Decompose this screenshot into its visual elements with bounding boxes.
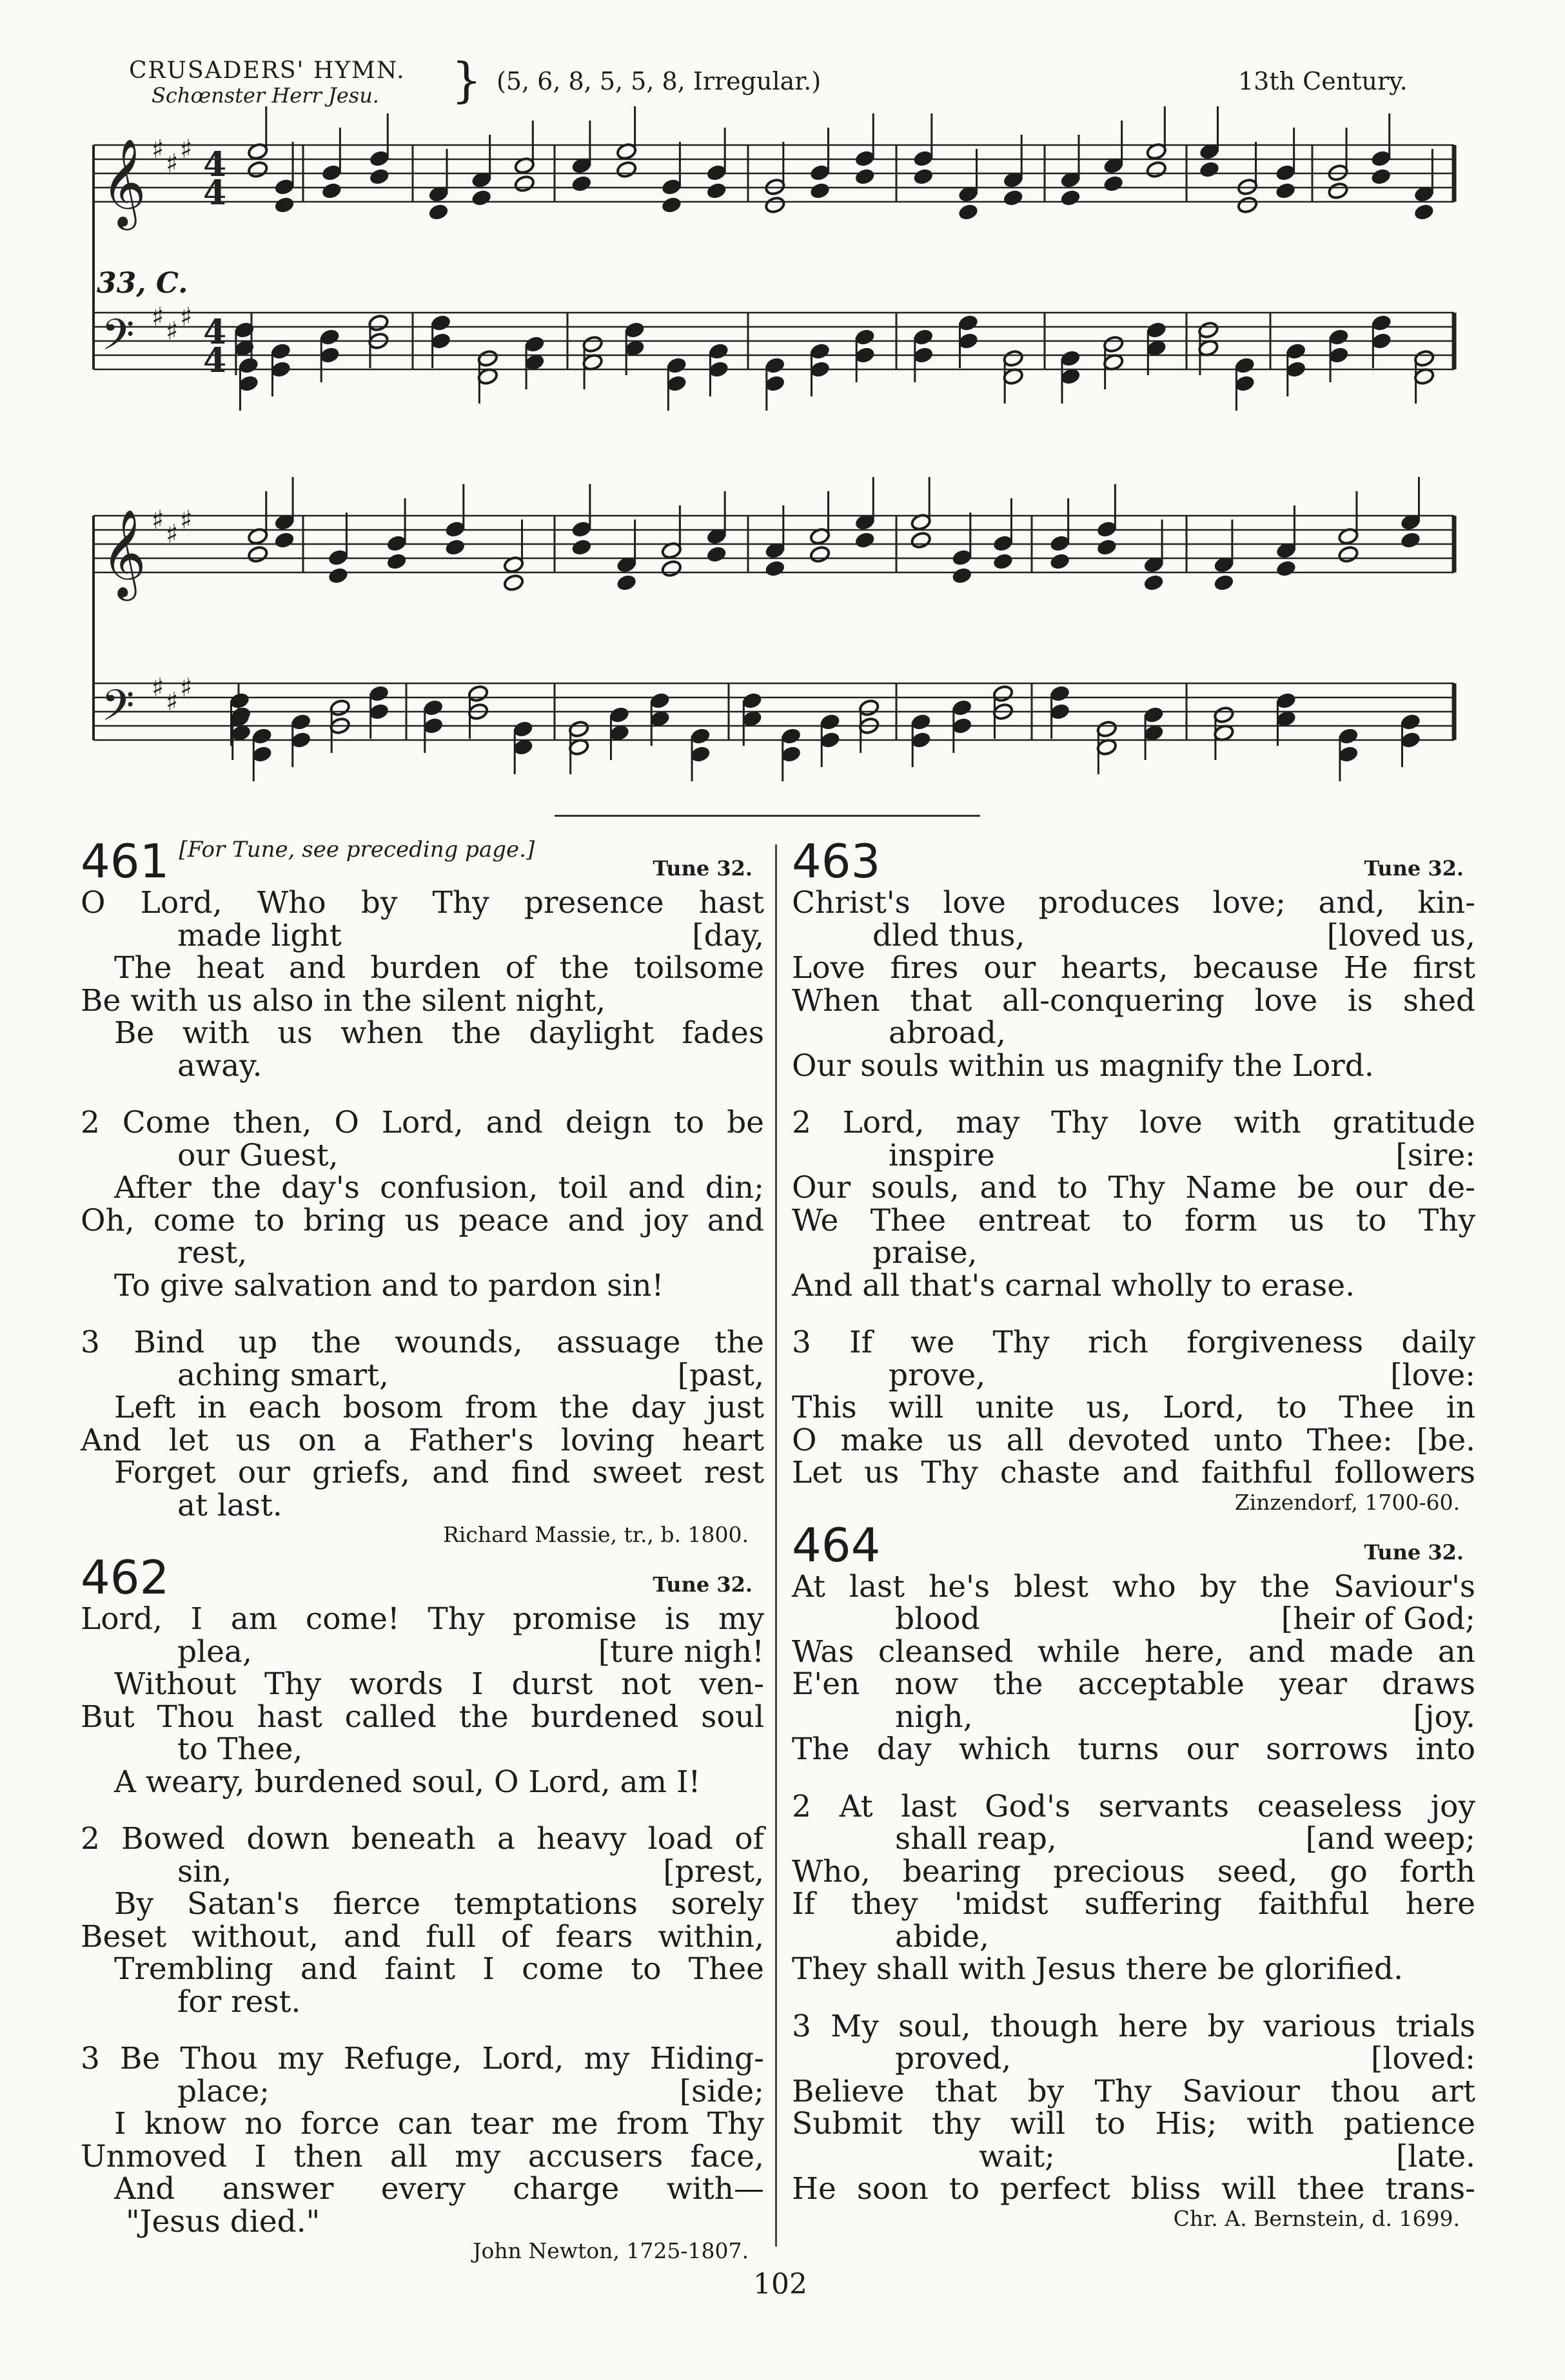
hymn-line: I know no force can tear me from Thy bbox=[114, 2106, 764, 2141]
note-head bbox=[951, 567, 972, 585]
hymn-line: Be with us also in the silent night, bbox=[81, 982, 606, 1019]
note-head bbox=[616, 161, 637, 179]
hymn-author: John Newton, 1725-1807. bbox=[473, 2238, 749, 2263]
time-signature-top: 4 bbox=[203, 313, 227, 352]
hymn-line: O Lord, Who by Thy presence hast bbox=[81, 885, 764, 921]
hymn-line: plea, [ture nigh! bbox=[177, 1634, 764, 1670]
tune-reference: Tune 32. bbox=[653, 1572, 753, 1597]
hymn-author: Richard Massie, tr., b. 1800. bbox=[442, 1522, 749, 1547]
sharp-sign: ♯ bbox=[180, 673, 193, 703]
note-head bbox=[503, 574, 524, 592]
note-head bbox=[661, 560, 682, 578]
hymn-line: A weary, burdened soul, O Lord, am I! bbox=[114, 1764, 701, 1800]
bass-clef: 𝄢 bbox=[101, 681, 135, 741]
note-head bbox=[247, 161, 268, 179]
hymn-author: Chr. A. Bernstein, d. 1699. bbox=[1173, 2205, 1460, 2231]
hymn-line: wait; [late. bbox=[979, 2138, 1475, 2174]
time-signature-top: 4 bbox=[203, 145, 227, 184]
hymn-number: 464 bbox=[792, 1517, 881, 1571]
hymn-line: By Satan's fierce temptations sorely bbox=[114, 1886, 764, 1922]
hymn-line: abroad, bbox=[889, 1015, 1006, 1051]
hymn-line: at last. bbox=[177, 1487, 282, 1523]
hymn-line: 2 Lord, may Thy love with gratitude bbox=[792, 1105, 1475, 1140]
note-head bbox=[854, 531, 876, 549]
note-head bbox=[444, 538, 466, 556]
note-head bbox=[910, 531, 932, 549]
hymn-line: to Thee, bbox=[177, 1731, 303, 1767]
note-head bbox=[1146, 161, 1167, 179]
note-head bbox=[809, 182, 831, 200]
hymn-line: 2 Bowed down beneath a heavy load of bbox=[81, 1821, 764, 1857]
note-head bbox=[1275, 560, 1297, 578]
hymn-464 bbox=[792, 1516, 1475, 2232]
note-head bbox=[1237, 196, 1258, 214]
hymn-line: If they 'midst suffering faithful here bbox=[792, 1886, 1475, 1922]
hymn-line: Who, bearing precious seed, go forth bbox=[792, 1853, 1475, 1889]
hymn-line: They shall with Jesus there be glorified. bbox=[792, 1951, 1403, 1987]
hymn-number: 461 bbox=[81, 834, 170, 887]
hymn-line: The heat and burden of the toilsome bbox=[114, 950, 764, 986]
header-brace: } bbox=[451, 53, 482, 108]
hymn-line: To give salvation and to pardon sin! bbox=[114, 1267, 664, 1303]
hymn-line: Trembling and faint I come to Thee bbox=[114, 1951, 764, 1987]
sharp-sign: ♯ bbox=[166, 317, 179, 346]
hymn-461 bbox=[81, 832, 764, 1548]
sharp-sign: ♯ bbox=[180, 302, 193, 332]
note-head bbox=[247, 545, 268, 563]
hymn-line: Submit thy will to His; with patience bbox=[792, 2106, 1475, 2141]
hymn-line: Let us Thy chaste and faithful followers bbox=[792, 1455, 1475, 1490]
hymn-line: And all that's carnal wholly to erase. bbox=[792, 1267, 1355, 1303]
treble-clef: 𝄞 bbox=[101, 137, 146, 226]
sharp-sign: ♯ bbox=[180, 505, 193, 535]
note-head bbox=[1103, 175, 1124, 193]
hymn-line: 3 Be Thou my Refuge, Lord, my Hiding- bbox=[81, 2041, 764, 2076]
note-head bbox=[386, 552, 408, 571]
hymn-line: At last he's blest who by the Saviour's bbox=[792, 1568, 1475, 1605]
note-head bbox=[1049, 552, 1070, 571]
hymn-line: proved, [loved: bbox=[895, 2041, 1475, 2076]
tune-reference: Tune 32. bbox=[1364, 856, 1464, 881]
hymn-line: aching smart, [past, bbox=[177, 1357, 764, 1393]
note-head bbox=[1337, 545, 1359, 563]
hymn-462 bbox=[81, 1548, 764, 2264]
tune-reference: Tune 32. bbox=[1364, 1539, 1464, 1565]
note-head bbox=[661, 196, 682, 214]
right-column bbox=[792, 832, 1475, 2232]
hymn-line: place; [side; bbox=[177, 2073, 764, 2109]
music-score bbox=[0, 0, 1565, 806]
hymn-line: O make us all devoted unto Thee: [be. bbox=[792, 1422, 1475, 1458]
hymn-line: inspire [sire: bbox=[889, 1137, 1475, 1173]
hymn-line: Oh, come to bring us peace and joy and bbox=[81, 1202, 764, 1238]
sharp-sign: ♯ bbox=[152, 505, 164, 535]
hymn-number: 463 bbox=[792, 834, 881, 887]
note-head bbox=[764, 196, 785, 214]
hymn-line: Left in each bosom from the day just bbox=[114, 1390, 764, 1425]
hymn-line: The day which turns our sorrows into bbox=[792, 1731, 1475, 1767]
note-head bbox=[1096, 538, 1117, 556]
hymn-line: And answer every charge with— bbox=[114, 2171, 764, 2207]
hymn-line: sin, [prest, bbox=[177, 1853, 764, 1889]
note-head bbox=[1003, 189, 1024, 207]
note-head bbox=[328, 567, 349, 585]
hymn-line: And let us on a Father's loving heart bbox=[81, 1422, 764, 1458]
note-head bbox=[1275, 182, 1296, 200]
note-head bbox=[1199, 161, 1220, 179]
tune-meter: (5, 6, 8, 5, 5, 8, Irregular.) bbox=[497, 67, 822, 95]
hymn-line: Love fires our hearts, because He first bbox=[792, 950, 1475, 986]
note-head bbox=[428, 203, 449, 221]
note-head bbox=[321, 182, 342, 200]
hymn-line: 2 At last God's servants ceaseless joy bbox=[792, 1788, 1475, 1824]
tune-reference-note: [For Tune, see preceding page.] bbox=[179, 837, 535, 863]
hymn-line: After the day's confusion, toil and din; bbox=[114, 1170, 764, 1205]
note-head bbox=[616, 574, 637, 592]
note-head bbox=[369, 168, 390, 186]
tune-subtitle: Schœnster Herr Jesu. bbox=[152, 83, 379, 108]
hymn-line: Our souls, and to Thy Name be our de- bbox=[792, 1170, 1475, 1205]
treble-clef: 𝄞 bbox=[101, 508, 146, 597]
note-head bbox=[274, 196, 295, 214]
hymn-line: nigh, [joy. bbox=[895, 1699, 1475, 1735]
hymn-line: our Guest, bbox=[177, 1137, 339, 1173]
note-head bbox=[274, 531, 295, 549]
hymn-line: "Jesus died." bbox=[126, 2203, 320, 2239]
tune-reference: Tune 32. bbox=[653, 856, 753, 881]
hymn-line: prove, [love: bbox=[889, 1357, 1475, 1393]
hymn-line: 3 My soul, though here by various trials bbox=[792, 2008, 1475, 2044]
sharp-sign: ♯ bbox=[152, 135, 164, 164]
hymn-line: for rest. bbox=[177, 1984, 301, 2020]
hymn-line: This will unite us, Lord, to Thee in bbox=[792, 1390, 1475, 1425]
hymn-line: blood [heir of God; bbox=[895, 1601, 1475, 1637]
hymn-line: Forget our griefs, and find sweet rest bbox=[114, 1455, 764, 1490]
hymn-line: 2 Come then, O Lord, and deign to be bbox=[81, 1105, 764, 1140]
note-head bbox=[1370, 168, 1392, 186]
tune-number: 33, C. bbox=[97, 267, 188, 300]
hymn-line: We Thee entreat to form us to Thy bbox=[792, 1202, 1475, 1238]
sharp-sign: ♯ bbox=[152, 302, 164, 332]
hymn-line: 3 Bind up the wounds, assuage the bbox=[81, 1325, 764, 1360]
hymn-line: Be with us when the daylight fades bbox=[114, 1015, 764, 1051]
note-head bbox=[1327, 182, 1348, 200]
hymn-line: away. bbox=[177, 1048, 262, 1084]
note-head bbox=[1413, 203, 1435, 221]
note-head bbox=[764, 560, 785, 578]
hymn-line: praise, bbox=[872, 1235, 978, 1271]
hymn-line: Beset without, and full of fears within, bbox=[81, 1918, 764, 1955]
note-head bbox=[1143, 574, 1165, 592]
bass-clef: 𝄢 bbox=[101, 310, 135, 370]
hymn-line: dled thus, [loved us, bbox=[872, 917, 1475, 953]
hymn-line: abide, bbox=[895, 1918, 989, 1955]
tune-century: 13th Century. bbox=[1238, 67, 1408, 95]
note-head bbox=[958, 203, 979, 221]
hymn-line: made light [day, bbox=[177, 917, 764, 953]
note-head bbox=[1059, 189, 1081, 207]
hymn-line: shall reap, [and weep; bbox=[895, 1821, 1475, 1857]
note-head bbox=[992, 552, 1014, 571]
note-head bbox=[809, 545, 831, 563]
hymn-line: 3 If we Thy rich forgiveness daily bbox=[792, 1325, 1475, 1360]
note-head bbox=[854, 168, 876, 186]
sharp-sign: ♯ bbox=[152, 673, 164, 703]
hymn-line: Unmoved I then all my accusers face, bbox=[81, 2138, 764, 2174]
section-divider bbox=[555, 815, 980, 817]
tune-name: CRUSADERS' HYMN. bbox=[129, 57, 406, 84]
hymn-line: Was cleansed while here, and made an bbox=[792, 1634, 1475, 1670]
hymn-line: Christ's love produces love; and, kin- bbox=[792, 885, 1475, 921]
hymn-line: Our souls within us magnify the Lord. bbox=[792, 1048, 1374, 1084]
hymn-line: rest, bbox=[177, 1235, 248, 1271]
hymn-number: 462 bbox=[81, 1550, 170, 1603]
hymn-line: Lord, I am come! Thy promise is my bbox=[81, 1601, 764, 1637]
left-column bbox=[81, 832, 764, 2264]
hymn-line: Without Thy words I durst not ven- bbox=[114, 1666, 764, 1702]
note-head bbox=[1400, 531, 1421, 549]
hymn-line: But Thou hast called the burdened soul bbox=[81, 1699, 764, 1735]
hymn-line: Believe that by Thy Saviour thou art bbox=[792, 2073, 1475, 2109]
note-head bbox=[571, 538, 592, 556]
hymn-author: Zinzendorf, 1700-60. bbox=[1234, 1489, 1460, 1515]
note-head bbox=[514, 175, 535, 193]
note-head bbox=[1213, 574, 1234, 592]
time-signature-bottom: 4 bbox=[203, 173, 227, 213]
hymn-line: E'en now the acceptable year draws bbox=[792, 1666, 1475, 1702]
page-number: 102 bbox=[753, 2268, 807, 2301]
sharp-sign: ♯ bbox=[166, 687, 179, 717]
note-head bbox=[912, 168, 934, 186]
time-signature-bottom: 4 bbox=[203, 341, 227, 380]
hymn-line: When that all-conquering love is shed bbox=[792, 982, 1475, 1019]
sharp-sign: ♯ bbox=[180, 135, 193, 164]
note-head bbox=[571, 175, 592, 193]
sharp-sign: ♯ bbox=[166, 149, 179, 179]
sharp-sign: ♯ bbox=[166, 520, 179, 549]
note-head bbox=[471, 189, 492, 207]
hymn-463 bbox=[792, 832, 1475, 1516]
column-divider bbox=[775, 844, 777, 2247]
hymn-line: He soon to perfect bliss will thee trans- bbox=[792, 2171, 1475, 2207]
note-head bbox=[706, 545, 727, 563]
note-head bbox=[706, 182, 727, 200]
